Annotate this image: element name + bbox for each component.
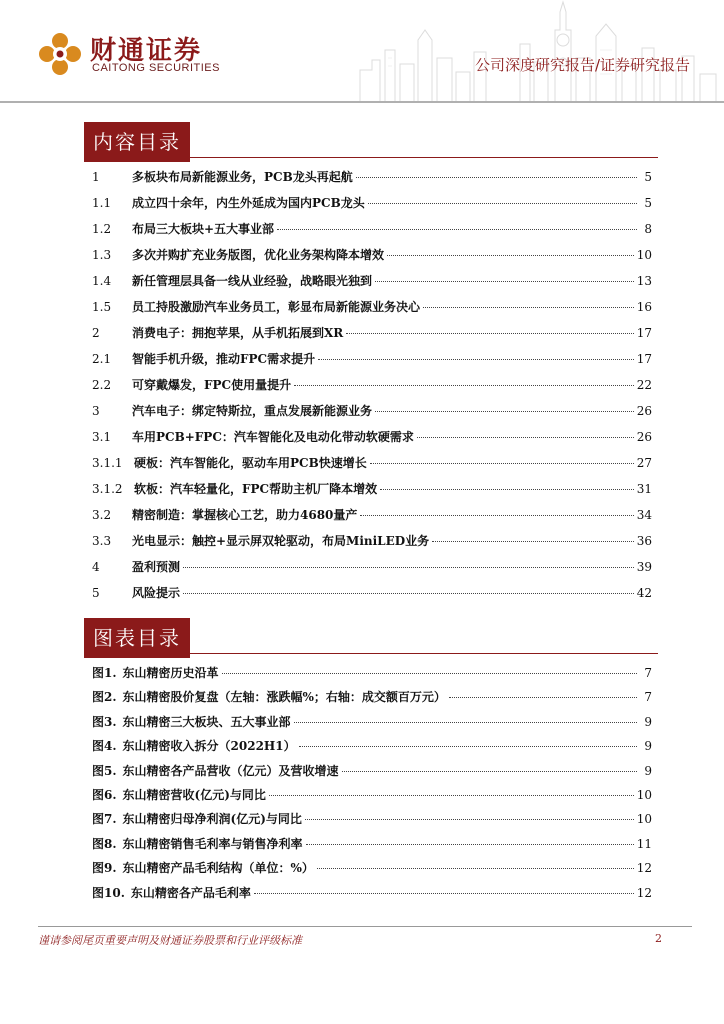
figure-entry-title: 东山精密各产品营收（亿元）及营收增速 [122,763,339,778]
figure-entry[interactable] [92,688,652,712]
figure-entry-label: 图5. [92,763,117,778]
toc-entry-page: 17 [636,326,652,340]
figure-entry-label: 图2. [92,690,117,705]
brand-name-en: CAITONG SECURITIES [92,62,220,74]
figure-entry-label: 图1. [92,666,117,680]
figure-entry[interactable] [92,859,652,883]
toc-entry-number: 1.5 [92,300,112,314]
dot-leader [269,795,634,796]
dot-leader [432,541,634,542]
figure-entry[interactable] [92,713,652,737]
caitong-logo-icon [38,32,82,76]
dot-leader [183,593,634,594]
header-divider [0,101,724,103]
toc-entry-number: 5 [92,586,100,600]
toc-entry[interactable] [92,324,652,350]
figure-entry-label: 图10. [92,885,125,900]
toc-entry-page: 39 [636,560,652,574]
figure-entry[interactable] [92,664,652,688]
figure-entry-title: 东山精密三大板块、五大事业部 [122,714,291,729]
figure-entry-title: 东山精密股价复盘（左轴：涨跌幅%；右轴：成交额百万元） [122,690,446,705]
toc-entry[interactable] [92,402,652,428]
toc-entry-page: 36 [636,534,652,548]
figure-entry-label: 图8. [92,836,117,851]
brand-name-cn: 财通证券 [90,36,203,66]
dot-leader [370,463,634,464]
toc-entry[interactable] [92,168,652,194]
toc-entry-number: 1.3 [92,248,112,262]
toc-entry-title: 车用PCB+FPC：汽车智能化及电动化带动软硬需求 [132,430,414,444]
figures-heading: 图表目录 [84,618,190,658]
report-type-label: 公司深度研究报告/证券研究报告 [474,56,690,74]
toc-entry-title: 可穿戴爆发，FPC使用量提升 [132,378,292,392]
dot-leader [277,229,637,230]
dot-leader [380,489,634,490]
toc-entry-title: 盈利预测 [132,560,181,574]
toc-heading: 内容目录 [84,122,190,162]
toc-entry-number: 3.1 [92,430,112,444]
toc-entry-page: 27 [636,456,652,470]
toc-entry-title: 多板块布局新能源业务，PCB龙头再起航 [132,170,353,184]
dot-leader [346,333,633,334]
toc-entry[interactable] [92,532,652,558]
toc-entry-number: 4 [92,560,100,574]
figure-entry-page: 7 [644,666,652,680]
dot-leader [417,437,634,438]
figure-entry-title: 东山精密历史沿革 [122,666,219,680]
figure-entry-label: 图3. [92,714,117,729]
toc-entry-page: 34 [636,508,652,522]
toc-entry-number: 1 [92,170,100,184]
figure-entry[interactable] [92,835,652,859]
page-number: 2 [655,932,662,945]
toc-entry[interactable] [92,558,652,584]
toc-entry[interactable] [92,506,652,532]
toc-entry-title: 硬板：汽车智能化，驱动车用PCB快速增长 [134,456,367,470]
toc-entry-title: 汽车电子：绑定特斯拉，重点发展新能源业务 [132,404,373,418]
dot-leader [183,567,634,568]
dot-leader [294,385,634,386]
toc-entry[interactable] [92,584,652,610]
toc-entry[interactable] [92,428,652,454]
figure-entry-page: 9 [644,763,652,778]
toc-entry-number: 3.2 [92,508,112,522]
toc-entry-page: 5 [644,196,652,210]
figure-entry-title: 东山精密各产品毛利率 [130,885,251,900]
toc-entry-title: 智能手机升级，推动FPC需求提升 [132,352,316,366]
toc-entry-title: 光电显示：触控+显示屏双轮驱动，布局MiniLED业务 [132,534,430,548]
page-header [0,0,724,104]
figure-entry-title: 东山精密归母净利润(亿元)与同比 [122,812,302,827]
figures-section-header [84,618,658,658]
figure-entry[interactable] [92,762,652,786]
toc-entry-number: 2.1 [92,352,112,366]
figure-entry-label: 图4. [92,739,117,754]
dot-leader [254,893,634,894]
dot-leader [294,722,637,723]
figure-entry-page: 9 [644,714,652,729]
toc-entry-number: 2.2 [92,378,112,392]
dot-leader [318,359,634,360]
toc-entry-title: 新任管理层具备一线从业经验，战略眼光独到 [132,274,373,288]
toc-entry-number: 2 [92,326,100,340]
figure-entry[interactable] [92,884,652,908]
figure-entry-page: 11 [636,836,652,851]
toc-entry-page: 26 [636,404,652,418]
toc-list [92,168,652,610]
toc-entry-title: 成立四十余年，内生外延成为国内PCB龙头 [132,196,365,210]
toc-entry-title: 消费电子：拥抱苹果，从手机拓展到XR [132,326,344,340]
figure-entry[interactable] [92,786,652,810]
dot-leader [375,281,634,282]
toc-entry[interactable] [92,246,652,272]
toc-entry[interactable] [92,376,652,402]
toc-entry-page: 26 [636,430,652,444]
toc-entry[interactable] [92,480,652,506]
toc-section-header [84,122,658,162]
toc-entry[interactable] [92,298,652,324]
dot-leader [222,673,637,674]
toc-entry-title: 布局三大板块+五大事业部 [132,222,275,236]
dot-leader [317,868,634,869]
figure-entry-page: 10 [636,812,652,827]
figure-entry[interactable] [92,810,652,834]
toc-entry-page: 17 [636,352,652,366]
figure-entry-page: 12 [636,885,652,900]
dot-leader [299,746,637,747]
toc-entry-page: 22 [636,378,652,392]
figure-entry-label: 图6. [92,787,117,802]
toc-entry[interactable] [92,272,652,298]
figure-entry-title: 东山精密产品毛利结构（单位：%） [122,861,314,876]
toc-entry-page: 13 [636,274,652,288]
toc-entry-number: 1.4 [92,274,112,288]
dot-leader [306,844,634,845]
figures-heading-rule [190,653,658,655]
toc-entry-page: 31 [636,482,652,496]
toc-entry[interactable] [92,194,652,220]
toc-entry-page: 5 [644,170,652,184]
dot-leader [449,697,637,698]
figure-entry-label: 图9. [92,861,117,876]
figure-entry-page: 12 [636,861,652,876]
toc-entry-number: 3.1.2 [92,482,123,496]
dot-leader [356,177,637,178]
dot-leader [360,515,633,516]
toc-entry-title: 员工持股激励汽车业务员工，彰显布局新能源业务决心 [132,300,421,314]
figure-entry-page: 10 [636,787,652,802]
figure-entry-page: 9 [644,739,652,754]
toc-entry-page: 8 [644,222,652,236]
dot-leader [375,411,634,412]
toc-entry-title: 软板：汽车轻量化，FPC帮助主机厂降本增效 [134,482,378,496]
dot-leader [368,203,637,204]
figure-entry-page: 7 [644,690,652,705]
toc-entry-page: 10 [636,248,652,262]
toc-entry-page: 42 [636,586,652,600]
figure-entry-title: 东山精密营收(亿元)与同比 [122,787,266,802]
footer-disclaimer: 谨请参阅尾页重要声明及财通证券股票和行业评级标准 [38,934,302,947]
toc-entry-number: 3 [92,404,100,418]
dot-leader [423,307,634,308]
toc-entry-title: 风险提示 [132,586,181,600]
toc-heading-rule [190,157,658,159]
toc-entry-title: 精密制造：掌握核心工艺，助力4680量产 [132,508,358,522]
toc-entry[interactable] [92,220,652,246]
figure-entry[interactable] [92,737,652,761]
toc-entry[interactable] [92,350,652,376]
dot-leader [342,771,637,772]
figures-list [92,664,652,908]
toc-entry-page: 16 [636,300,652,314]
figure-entry-title: 东山精密收入拆分（2022H1） [122,739,296,754]
toc-entry-number: 1.2 [92,222,112,236]
figure-entry-label: 图7. [92,812,117,827]
toc-entry[interactable] [92,454,652,480]
toc-entry-number: 1.1 [92,196,112,210]
dot-leader [387,255,634,256]
figure-entry-title: 东山精密销售毛利率与销售净利率 [122,836,303,851]
toc-entry-number: 3.3 [92,534,112,548]
toc-entry-title: 多次并购扩充业务版图，优化业务架构降本增效 [132,248,385,262]
toc-entry-number: 3.1.1 [92,456,123,470]
dot-leader [305,819,634,820]
footer-divider [38,926,692,927]
